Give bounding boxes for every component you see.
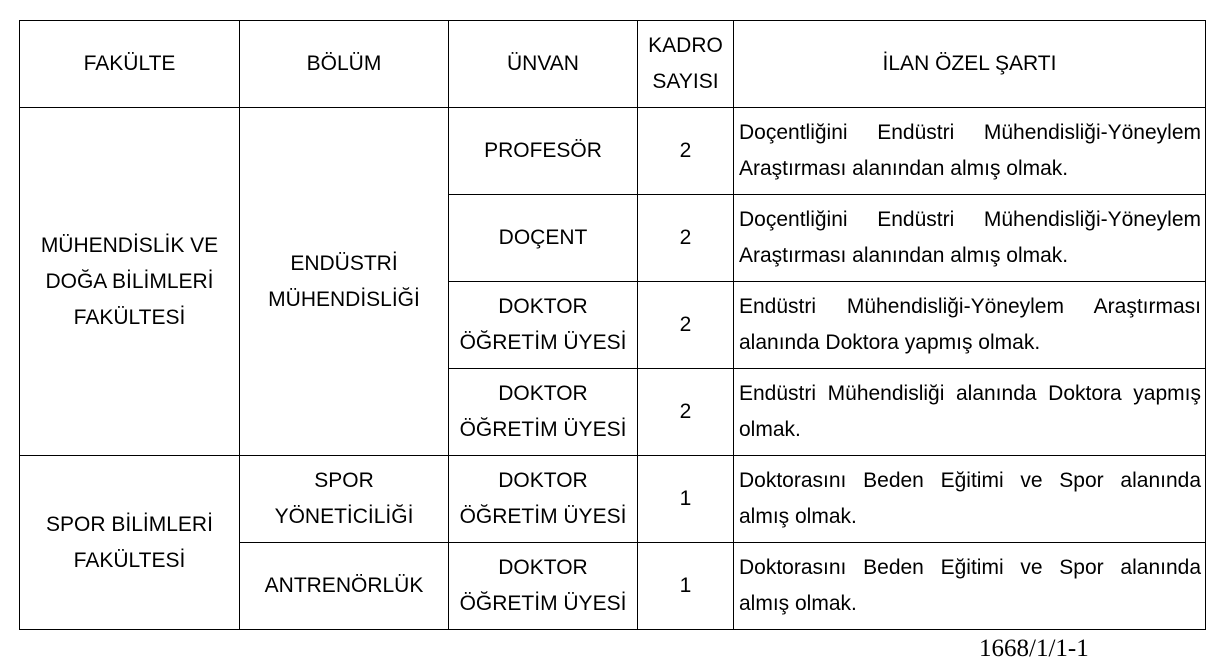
unvan-cell [449,282,638,369]
unvan-line: PROFESÖR [484,139,602,162]
department-name-line: ANTRENÖRLÜK [264,574,424,597]
table-row [20,456,1206,543]
table-row [20,108,1206,195]
header-ilan-ozel-sarti: İLAN ÖZEL ŞARTI [734,21,1206,108]
unvan-line: ÖĞRETİM ÜYESİ [459,592,627,615]
reference-number: 1668/1/1-1 [979,635,1089,662]
header-row [20,21,1206,108]
faculty-name-line: FAKÜLTESİ [73,548,186,572]
header-kadro-line2: SAYISI [652,70,719,93]
unvan-line: DOKTOR [498,295,588,318]
unvan-line: DOKTOR [498,469,588,492]
sart-cell: Doçentliğini Endüstri Mühendisliği-Yöneylem Araştırması alanından almış olmak. [734,108,1206,195]
unvan-cell [449,108,638,195]
header-kadro-sayisi [638,21,734,108]
department-cell [240,108,449,456]
sart-cell: Doktorasını Beden Eğitimi ve Spor alanında almış olmak. [734,543,1206,630]
unvan-line: ÖĞRETİM ÜYESİ [459,505,627,528]
department-name-line: YÖNETİCİLİĞİ [274,505,414,528]
unvan-cell [449,456,638,543]
unvan-line: ÖĞRETİM ÜYESİ [459,418,627,441]
unvan-line: ÖĞRETİM ÜYESİ [459,331,627,354]
kadro-cell: 2 [638,108,734,195]
header-bolum: BÖLÜM [240,21,449,108]
unvan-cell [449,369,638,456]
department-name-line: SPOR [314,469,374,492]
unvan-line: DOÇENT [498,226,588,249]
unvan-line: DOKTOR [498,556,588,579]
sart-cell: Endüstri Mühendisliği-Yöneylem Araştırması alanında Doktora yapmış olmak. [734,282,1206,369]
ilan-table [19,20,1206,630]
kadro-cell: 1 [638,456,734,543]
header-unvan: ÜNVAN [449,21,638,108]
kadro-cell: 2 [638,282,734,369]
faculty-name-line: DOĞA BİLİMLERİ [45,269,214,293]
unvan-cell [449,543,638,630]
faculty-name-line: SPOR BİLİMLERİ [46,512,213,536]
kadro-cell: 1 [638,543,734,630]
unvan-cell [449,195,638,282]
department-name-line: MÜHENDİSLİĞİ [268,287,420,311]
sart-cell: Endüstri Mühendisliği alanında Doktora yapmış olmak. [734,369,1206,456]
faculty-name-line: FAKÜLTESİ [73,305,186,329]
sart-cell: Doçentliğini Endüstri Mühendisliği-Yöneylem Araştırması alanından almış olmak. [734,195,1206,282]
kadro-cell: 2 [638,195,734,282]
department-cell [240,543,449,630]
faculty-cell [20,108,240,456]
kadro-cell: 2 [638,369,734,456]
department-name-line: ENDÜSTRİ [290,251,398,275]
faculty-name-line: MÜHENDİSLİK VE [40,233,219,257]
unvan-line: DOKTOR [498,382,588,405]
department-cell [240,456,449,543]
header-kadro-line1: KADRO [648,34,723,57]
faculty-cell [20,456,240,630]
sart-cell: Doktorasını Beden Eğitimi ve Spor alanında almış olmak. [734,456,1206,543]
header-fakulte: FAKÜLTE [20,21,240,108]
